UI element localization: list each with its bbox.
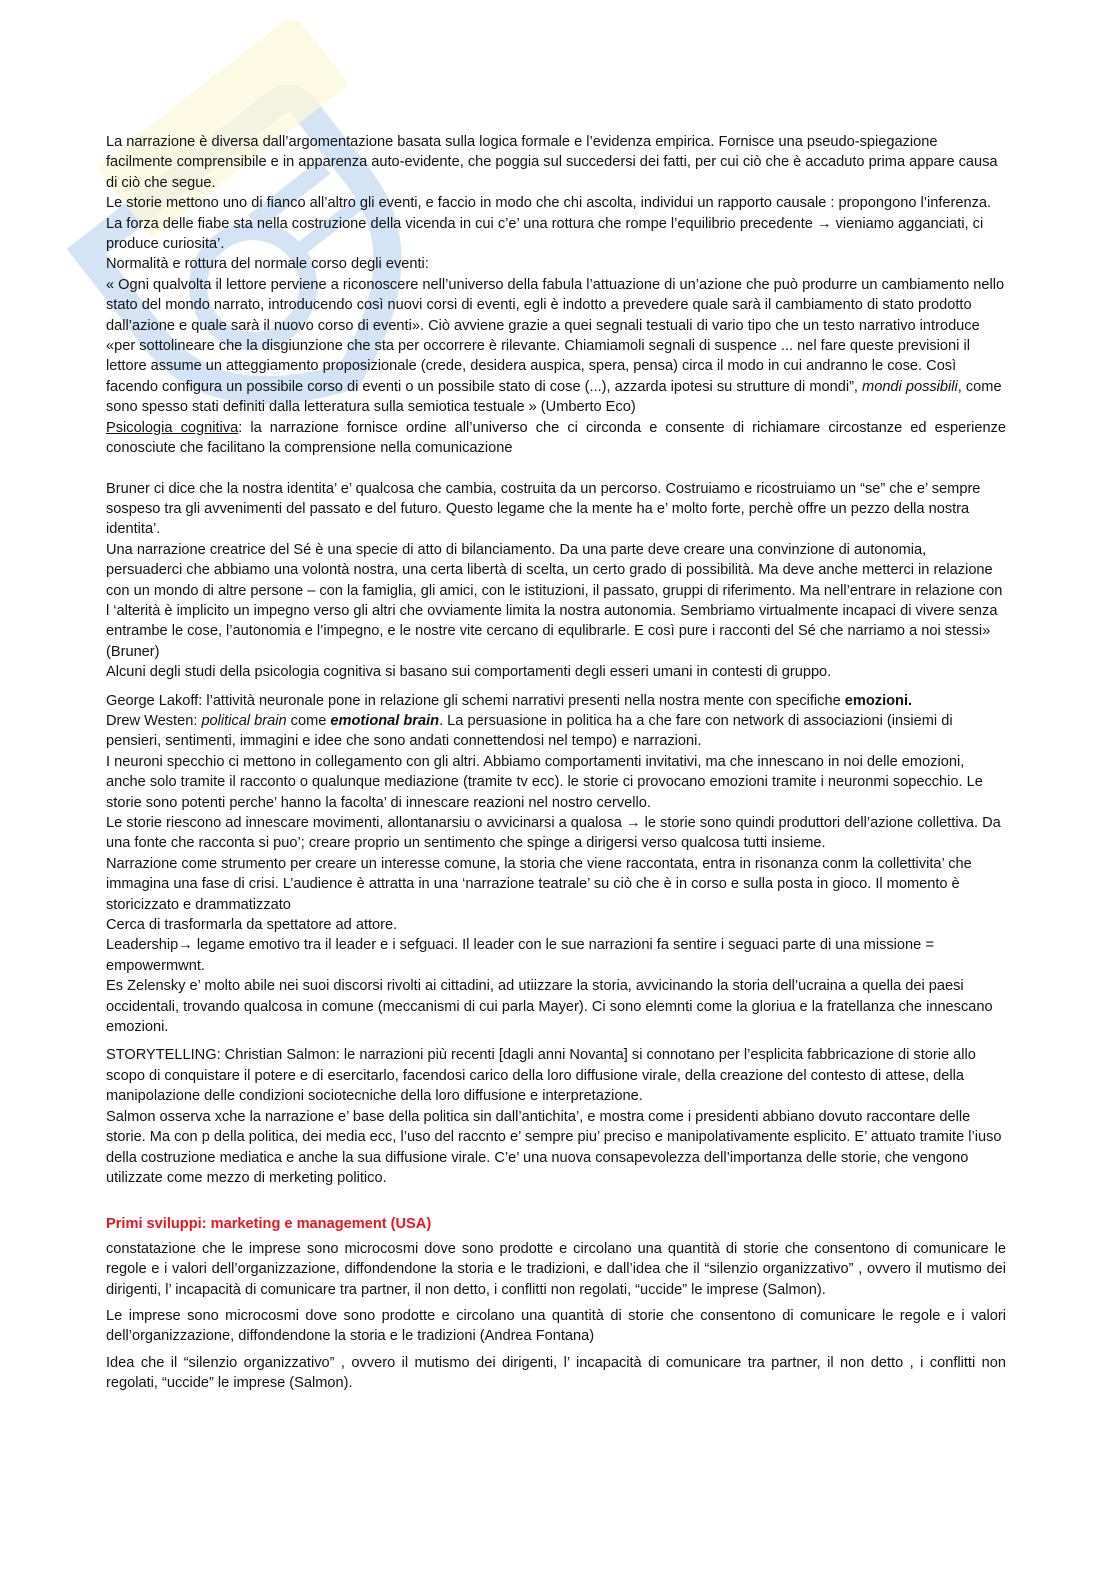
paragraph: George Lakoff: l’attività neuronale pone in relazione gli schemi narrativi presenti nella nostra mente con specifiche emozioni. (106, 692, 913, 709)
document-body (106, 132, 1006, 1394)
paragraph: Le storie mettono uno di fianco all’altro gli eventi, e faccio in modo che chi ascolta, individui un rapporto causale : propongono l’inferenza. (106, 195, 992, 212)
paragraph: Cerca di trasformarla da spettatore ad attore. (106, 917, 398, 934)
paragraph: Narrazione come strumento per creare un interesse comune, la storia che viene raccontata, entra in risonanza conm la collettivita’ che immagina una fase di crisi. L’audience è attratta in una ‘narrazione teatrale’ su ciò che è in corso e sulla posta in gioco. Il momento è storicizzato e drammatizzato (106, 855, 972, 913)
paragraph: Le imprese sono microcosmi dove sono prodotte e circolano una quantità di storie che consentono di comunicare le regole e i valori dell’organizzazione, diffondendone la storia e le tradizioni (Andrea Fontana) (106, 1307, 1006, 1345)
paragraph: Leadership→ legame emotivo tra il leader e i sefguaci. Il leader con le sue narrazioni fa sentire i seguaci parte di una missione = empowermwnt. (106, 937, 934, 974)
paragraph: I neuroni specchio ci mettono in collegamento con gli altri. Abbiamo comportamenti invitativi, ma che innescano in noi delle emozioni, anche solo tramite il racconto o qualunque mediazione (tramite tv ecc). le storie ci provocano emozioni tramite i neuronmi sopecchio. Le storie sono potenti perche’ hanno la facolta’ di innescare reazioni nel nostro cervello. (106, 753, 983, 811)
paragraph: constatazione che le imprese sono microcosmi dove sono prodotte e circolano una quantità di storie che consentono di comunicare le regole e i valori dell’organizzazione, diffondendone la storia e le tradizioni, e dall’idea che il “silenzio organizzativo” , ovvero il mutismo dei dirigenti, l’ incapacità di comunicare tra partner, il non detto, i conflitti non regolati, “uccide” le imprese (Salmon). (106, 1240, 1006, 1298)
paragraph: Bruner ci dice che la nostra identita’ e’ qualcosa che cambia, costruita da un percorso. Costruiamo e ricostruiamo un “se” che e’ sempre sospeso tra gli avvenimenti del passato e del futuro. Questo legame che la mente ha e’ molto forte, perchè offre un pezzo della nostra identita’. (106, 480, 981, 538)
paragraph: Alcuni degli studi della psicologia cognitiva si basano sui comportamenti degli esseri umani in contesti di gruppo. (106, 664, 832, 681)
bruner-quote: Una narrazione creatrice del Sé è una specie di atto di bilanciamento. Da una parte deve creare una convinzione di autonomia, persuaderci che abbiamo una volontà nostra, una certa libertà di scelta, un certo grado di possibilità. Ma deve anche metterci in relazione con un mondo di altre persone – con la famiglia, gli amici, con le istituzioni, il passato, gruppi di riferimento. Ma nell’entrare in relazione con l ‘alterità è implicito un impegno verso gli altri che ovviamente limita la nostra autonomia. Sembriamo virtualmente incapaci di vivere senza entrambe le cose, l’autonomia e l’impegno, e le nostre vite cercano di equlibrarle. E così pure i racconti del Sé che narriamo a noi stessi» (Bruner) (106, 541, 1003, 660)
paragraph: Es Zelensky e’ molto abile nei suoi discorsi rivolti ai cittadini, ad utiizzare la storia, avvicinando la storia dell’ucraina a quella dei paesi occidentali, trovando qualcosa in comune (meccanismi di cui parla Mayer). Ci sono elemnti come la gloriua e la fratellanza che innescano emozioni. (106, 978, 993, 1036)
paragraph: STORYTELLING: Christian Salmon: le narrazioni più recenti [dagli anni Novanta] si connotano per l’esplicita fabbricazione di storie allo scopo di conquistare il potere e di esercitarlo, facendosi carico della loro diffusione virale, della creazione del contesto di attese, della manipolazione delle condizioni sociotecniche della loro diffusione e interpretazione. (106, 1047, 976, 1105)
eco-quote: « Ogni qualvolta il lettore perviene a riconoscere nell’universo della fabula l’attuazione di un’azione che può produrre un cambiamento nello stato del mondo narrato, introducendo così nuovi corsi di eventi, egli è indotto a prevedere quale sarà il cambiamento di stato prodotto dall’azione e quale sarà il nuovo corso di eventi». Ciò avviene grazie a quei segnali testuali di vario tipo che un testo narrativo introduce «per sottolineare che la disgiunzione che sta per occorrere è rilevante. Chiamiamoli segnali di suspence ... nel fare queste previsioni il lettore assume un atteggiamento proposizionale (crede, desidera auspica, spera, pensa) circa il modo in cui andranno le cose. Così facendo configura un possibile corso di eventi o un possibile stato di cose (...), azzarda ipotesi su strutture di mondi”, mondi possibili, come sono spesso stati definiti dalla letteratura sulla semiotica testuale » (Umberto Eco) (106, 276, 1005, 416)
paragraph: La forza delle fiabe sta nella costruzione della vicenda in cui c’e’ una rottura che rompe l’equilibrio precedente → vieniamo agganciati, ci produce curiosita’. (106, 215, 984, 253)
paragraph: Normalità e rottura del normale corso degli eventi: (106, 256, 429, 273)
underlined-term: Psicologia cognitiva (106, 419, 239, 436)
paragraph: Drew Westen: political brain come emotional brain. La persuasione in politica ha a che fare con network di associazioni (insiemi di pensieri, sentimenti, immagini e idee che sono andati connettendosi nel tempo) e narrazioni. (106, 712, 953, 750)
section-heading: Primi sviluppi: marketing e management (USA) (106, 1216, 432, 1233)
paragraph: La narrazione è diversa dall’argomentazione basata sulla logica formale e l’evidenza empirica. Fornisce una pseudo-spiegazione facilmente comprensibile e in apparenza auto-evidente, che poggia sul succedersi dei fatti, per cui ciò che è accaduto prima appare causa di ciò che segue. (106, 134, 998, 191)
paragraph: Le storie riescono ad innescare movimenti, allontanarsiu o avvicinarsi a qualosa → le storie sono quindi produttori dell’azione collettiva. Da una fonte che racconta si puo’; creare proprio un sentimento che spinge a dirigersi verso qualcosa tutti insieme. (106, 815, 1001, 852)
paragraph: Psicologia cognitiva: la narrazione fornisce ordine all’universo che ci circonda e consente di richiamare circostanze ed esperienze conosciute che facilitano la comprensione nella comunicazione (106, 419, 1006, 457)
paragraph: Idea che il “silenzio organizzativo” , ovvero il mutismo dei dirigenti, l’ incapacità di comunicare tra partner, il non detto , i conflitti non regolati, “uccide” le imprese (Salmon). (106, 1354, 1006, 1392)
paragraph: Salmon osserva xche la narrazione e’ base della politica sin dall’antichita’, e mostra come i presidenti abbiano dovuto raccontare delle storie. Ma con p della politica, dei media ecc, l’uso del raccnto e’ sempre piu’ preciso e manipolativamente esplicito. E’ attuato tramite l’iuso della costruzione mediatica e anche la sua diffusione virale. C’e’ una nuova consapevolezza dell’importanza delle storie, che vengono utilizzate come mezzo di merketing politico. (106, 1108, 1002, 1186)
